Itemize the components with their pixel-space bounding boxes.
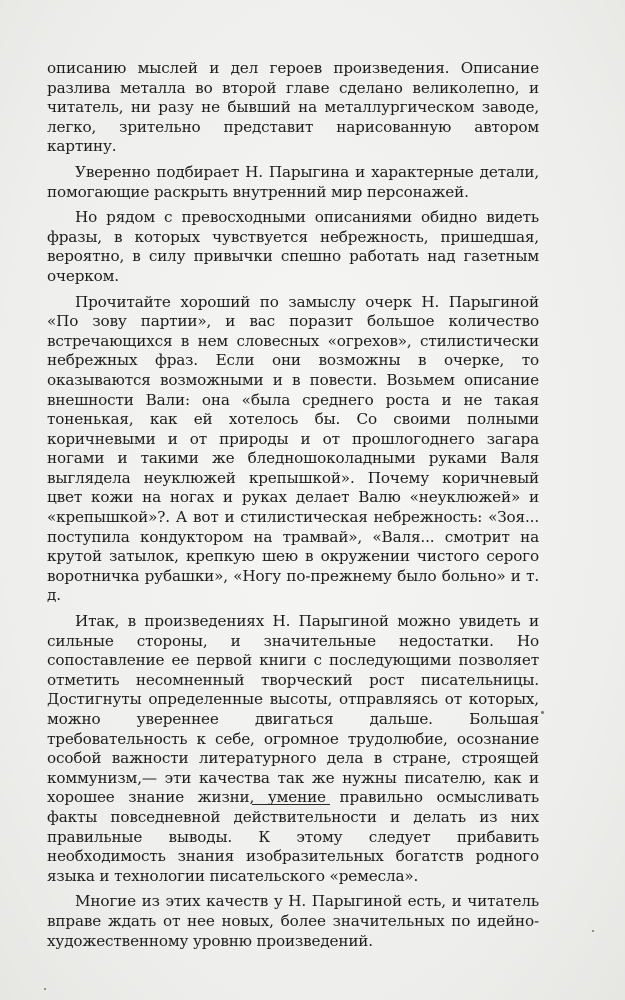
paragraph-continuation: описанию мыслей и дел героев произведения. Описание разлива металла во второй главе сделано великолепно, и читатель, ни разу не бывший на металлургическом заводе, легко, зрительно представит нарисованную автором картину.	[47, 59, 539, 156]
paragraph-negligence: Но рядом с превосходными описаниями обидно видеть фразы, в которых чувствуется небрежность, пришедшая, вероятно, в силу привычки спешно работать над газетным очерком.	[47, 208, 539, 285]
paragraph-essay-critique: Прочитайте хороший по замыслу очерк Н. Парыгиной «По зову партии», и вас поразит большое количество встречающихся в нем словесных «огрехов», стилистически небрежных фраз. Если они возможны в очерке, то оказываются возможными и в повести. Возьмем описание внешности Вали: она «была среднего роста и не такая тоненькая, как ей хотелось бы. Со своими полными коричневыми и от природы и от прошлогоднего загара ногами и такими же бледношоколадными руками Валя выглядела неуклюжей крепышкой». Почему коричневый цвет кожи на ногах и руках делает Валю «неуклюжей» и «крепышкой»?. А вот и стилистическая небрежность: «Зоя... поступила кондуктором на трамвай», «Валя... смотрит на крутой затылок, крепкую шею в окружении чистого серого воротничка рубашки», «Ногу по-прежнему было больно» и т. д.	[47, 292, 539, 605]
article-text	[47, 59, 539, 957]
print-speck	[44, 988, 46, 990]
print-speck	[592, 930, 594, 932]
print-speck	[541, 711, 544, 714]
paragraph-details: Уверенно подбирает Н. Парыгина и характерные детали, помогающие раскрыть внутренний мир персонажей.	[47, 162, 539, 201]
paragraph-conclusion: Итак, в произведениях Н. Парыгиной можно увидеть и сильные стороны, и значительные недостатки. Но сопоставление ее первой книги с последующими позволяет отметить несомненный творческий рост писательницы. Достигнуты определенные высоты, отправляясь от которых, можно увереннее двигаться дальше. Большая требовательность к себе, огромное трудолюбие, осознание особой важности литературного дела в стране, строящей коммунизм,— эти качества так же нужны писателю, как и хорошее знание жизни, умение правильно осмысливать факты повседневной действительности и делать из них правильные выводы. К этому следует прибавить необходимость знания изобразительных богатств родного языка и технологии писательского «ремесла».	[47, 612, 539, 885]
paragraph-expectation: Многие из этих качеств у Н. Парыгиной есть, и читатель вправе ждать от нее новых, более значительных по идейно-художественному уровню произведений.	[47, 892, 539, 950]
end-divider	[252, 804, 330, 805]
